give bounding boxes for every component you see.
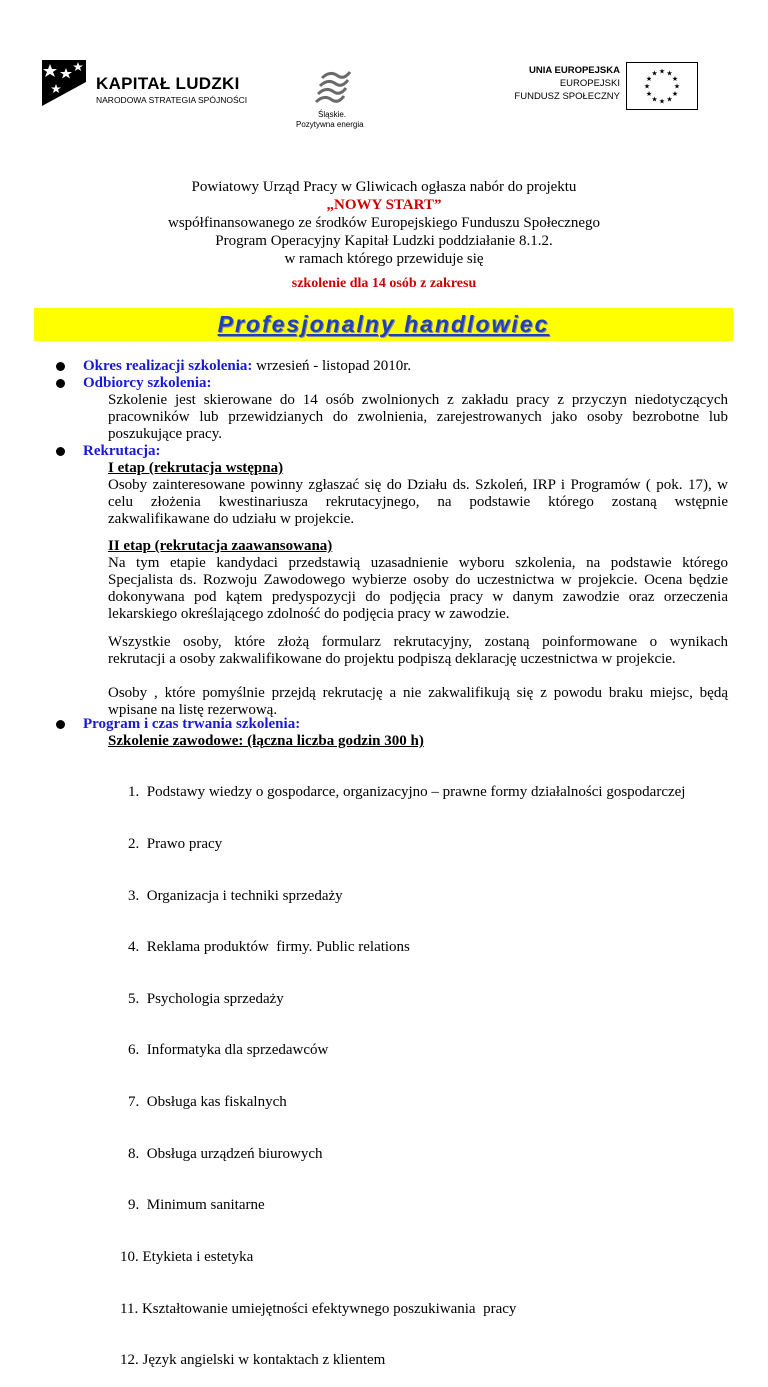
eu-star-icon: ★ — [666, 95, 673, 104]
header-line-3: współfinansowanego ze środków Europejskiego Funduszu Społecznego — [168, 215, 600, 231]
eu-star-icon: ★ — [666, 69, 673, 78]
info-line: rekrutacji a osoby zakwalifikowane do projektu podpiszą deklarację uczestnictwa w projekcie. — [108, 651, 676, 667]
program-subtitle: Szkolenie zawodowe: (łączna liczba godzin 300 h) — [108, 733, 424, 749]
training-title: Profesjonalny handlowiec — [217, 311, 550, 337]
bullet-icon — [56, 379, 65, 388]
etap1-title: I etap (rekrutacja wstępna) — [108, 460, 284, 476]
rekrutacja-label: Rekrutacja: — [83, 443, 161, 459]
etap2-line: Specjalista ds. Rozwoju Zawodowego wybierze osoby do uczestnictwa w projekcie. Ocena będzie — [108, 572, 728, 588]
odbiorcy-text — [108, 392, 728, 443]
info-line: Wszystkie osoby, które złożą formularz rekrutacyjny, zostaną poinformowane o wynikach — [108, 634, 728, 650]
program-item: 9. Minimum sanitarne — [128, 1197, 265, 1214]
slaskie-name: Śląskie. — [318, 110, 347, 119]
kapital-ludzki-subtitle: NARODOWA STRATEGIA SPÓJNOŚCI — [96, 95, 248, 105]
bullet-icon — [56, 720, 65, 729]
title-banner — [34, 308, 733, 341]
odbiorcy-line: Szkolenie jest skierowane do 14 osób zwolnionych z zakładu pracy z przyczyn niedotyczących — [108, 392, 728, 408]
bullet-icon — [56, 447, 65, 456]
eu-star-icon: ★ — [651, 95, 658, 104]
odbiorcy-line: pracowników lub przewidzianych do zwolnienia, zarejestrowanych jako osoby bezrobotne lub — [108, 409, 728, 425]
slaskie-tagline: Pozytywna energia — [296, 120, 364, 129]
eu-line3: FUNDUSZ SPOŁECZNY — [514, 91, 620, 102]
kapital-ludzki-emblem-icon — [42, 60, 94, 106]
eu-logo — [490, 62, 730, 112]
eu-flag-icon — [626, 62, 698, 110]
program-item: 5. Psychologia sprzedaży — [128, 990, 284, 1007]
etap1-text — [108, 477, 728, 528]
kapital-ludzki-title: KAPITAŁ LUDZKI — [96, 74, 240, 93]
okres-label: Okres realizacji szkolenia: — [83, 358, 253, 374]
odbiorcy-line: poszukujące pracy. — [108, 426, 222, 442]
bullet-icon — [56, 362, 65, 371]
etap1-line: Osoby zainteresowane powinny zgłaszać się do Działu ds. Szkoleń, IRP i Programów ( pok. 17), w — [108, 477, 728, 493]
slaskie-logo — [292, 68, 382, 132]
program-item: 4. Reklama produktów firmy. Public relations — [128, 939, 410, 956]
program-item: 12. Język angielski w kontaktach z klientem — [120, 1352, 386, 1369]
reserve-text — [108, 685, 728, 719]
okres-value: wrzesień - listopad 2010r. — [252, 358, 412, 374]
program-item: 6. Informatyka dla sprzedawców — [128, 1042, 329, 1059]
etap2-title: II etap (rekrutacja zaawansowana) — [108, 538, 333, 554]
program-item: 7. Obsługa kas fiskalnych — [128, 1094, 287, 1111]
eu-text — [514, 64, 620, 103]
program-item: 1. Podstawy wiedzy o gospodarce, organizacyjno – prawne formy działalności gospodarczej — [128, 784, 686, 801]
header-line-1: Powiatowy Urząd Pracy w Gliwicach ogłasza nabór do projektu — [191, 179, 577, 195]
info-text — [108, 634, 728, 668]
eu-star-icon: ★ — [643, 82, 651, 91]
program-item: 8. Obsługa urządzeń biurowych — [128, 1145, 323, 1162]
header-line-5: w ramach którego przewiduje się — [284, 251, 484, 267]
eu-star-icon: ★ — [658, 67, 666, 76]
eu-star-icon: ★ — [673, 82, 681, 91]
etap1-line: zakwalifikawane do udziału w projekcie. — [108, 511, 355, 527]
eu-star-icon: ★ — [645, 75, 653, 83]
slaskie-waves-icon — [314, 68, 354, 108]
reserve-line: wpisane na listę rezerwową. — [108, 702, 278, 718]
eu-line2: EUROPEJSKI — [559, 78, 620, 89]
okres-row — [83, 358, 411, 375]
program-item: 11. Kształtowanie umiejętności efektywnego poszukiwania pracy — [120, 1300, 517, 1317]
odbiorcy-label: Odbiorcy szkolenia: — [83, 375, 212, 391]
eu-star-icon: ★ — [645, 90, 653, 98]
eu-line1: UNIA EUROPEJSKA — [529, 65, 620, 76]
eu-star-icon: ★ — [658, 97, 666, 106]
eu-star-icon: ★ — [671, 90, 679, 98]
project-name: „NOWY START” — [326, 197, 442, 213]
etap2-line: dokonywana pod kątem predyspozycji do podjęcia pracy w danym zawodzie oraz orzeczenia — [108, 589, 728, 605]
program-item: 3. Organizacja i techniki sprzedaży — [128, 887, 343, 904]
header-line-4: Program Operacyjny Kapitał Ludzki poddziałanie 8.1.2. — [215, 233, 553, 249]
program-item: 10. Etykieta i estetyka — [120, 1248, 254, 1265]
program-label: Program i czas trwania szkolenia: — [83, 716, 301, 732]
program-item: 2. Prawo pracy — [128, 836, 223, 853]
etap2-line: lekarskiego określającego zdolność do podjęcia pracy w zawodzie. — [108, 606, 510, 622]
training-intro: szkolenie dla 14 osób z zakresu — [291, 276, 477, 291]
etap1-line: celu złożenia kwestinariusza rekrutacyjnego, na podstawie którego zostaną wstępnie — [108, 494, 728, 510]
reserve-line: Osoby , które pomyślnie przejdą rekrutację a nie zakwalifikują się z powodu braku miejsc, będą — [108, 685, 728, 701]
etap2-line: Na tym etapie kandydaci przedstawią uzasadnienie wyboru szkolenia, na podstawie którego — [108, 555, 728, 571]
kapital-ludzki-logo — [42, 60, 262, 106]
eu-star-icon: ★ — [671, 75, 679, 83]
eu-star-icon: ★ — [651, 69, 658, 78]
etap2-text — [108, 555, 728, 623]
program-list — [120, 750, 686, 1387]
